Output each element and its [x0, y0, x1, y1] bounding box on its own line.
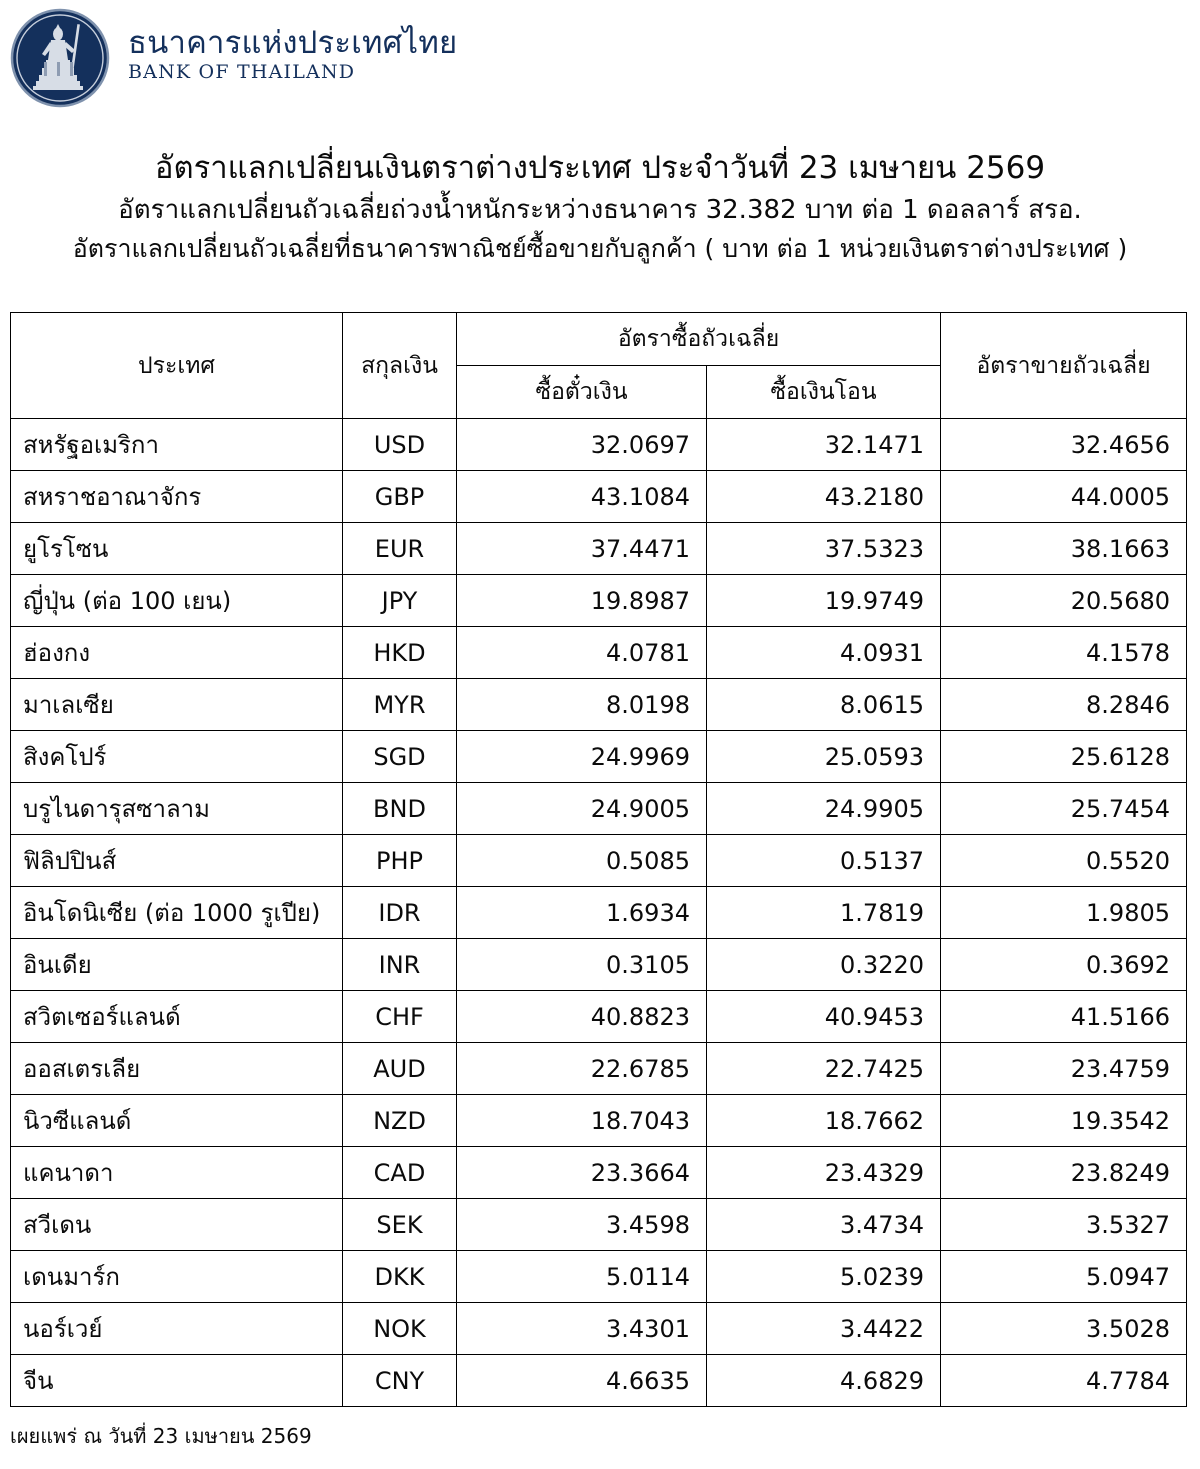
cell-buying-transfer: 24.9905 [707, 783, 941, 835]
cell-buying-sight: 5.0114 [457, 1251, 707, 1303]
table-row [11, 1199, 1187, 1251]
table-row [11, 471, 1187, 523]
exchange-rates-table [10, 312, 1187, 1407]
cell-selling: 44.0005 [941, 471, 1187, 523]
header-buying-rate-group: อัตราซื้อถัวเฉลี่ย [457, 313, 941, 366]
cell-buying-transfer: 0.3220 [707, 939, 941, 991]
cell-country: จีน [11, 1355, 343, 1407]
cell-selling: 3.5028 [941, 1303, 1187, 1355]
cell-buying-sight: 23.3664 [457, 1147, 707, 1199]
cell-country: ฮ่องกง [11, 627, 343, 679]
cell-country: สวีเดน [11, 1199, 343, 1251]
cell-buying-sight: 24.9005 [457, 783, 707, 835]
interbank-rate-subtitle: อัตราแลกเปลี่ยนถัวเฉลี่ยถ่วงน้ำหนักระหว่างธนาคาร 32.382 บาท ต่อ 1 ดอลลาร์ สรอ. [118, 195, 1082, 225]
cell-selling: 8.2846 [941, 679, 1187, 731]
cell-country: อินโดนิเซีย (ต่อ 1000 รูเปีย) [11, 887, 343, 939]
cell-currency-code: SEK [343, 1199, 457, 1251]
cell-currency-code: NZD [343, 1095, 457, 1147]
brand-text [128, 26, 457, 90]
cell-selling: 0.3692 [941, 939, 1187, 991]
header-currency: สกุลเงิน [343, 313, 457, 419]
cell-selling: 25.6128 [941, 731, 1187, 783]
cell-country: สหรัฐอเมริกา [11, 419, 343, 471]
bank-of-thailand-seal-icon [8, 6, 112, 110]
cell-currency-code: PHP [343, 835, 457, 887]
cell-country: เดนมาร์ก [11, 1251, 343, 1303]
cell-buying-sight: 43.1084 [457, 471, 707, 523]
cell-currency-code: USD [343, 419, 457, 471]
cell-buying-transfer: 3.4734 [707, 1199, 941, 1251]
cell-country: ยูโรโซน [11, 523, 343, 575]
brand-header [8, 6, 457, 110]
header-buying-transfer: ซื้อเงินโอน [707, 366, 941, 419]
cell-buying-sight: 24.9969 [457, 731, 707, 783]
header-country: ประเทศ [11, 313, 343, 419]
cell-currency-code: SGD [343, 731, 457, 783]
cell-country: สวิตเซอร์แลนด์ [11, 991, 343, 1043]
header-selling-rate: อัตราขายถัวเฉลี่ย [941, 313, 1187, 419]
cell-buying-sight: 32.0697 [457, 419, 707, 471]
cell-selling: 38.1663 [941, 523, 1187, 575]
table-row [11, 887, 1187, 939]
table-row [11, 1043, 1187, 1095]
cell-buying-transfer: 32.1471 [707, 419, 941, 471]
table-row [11, 939, 1187, 991]
cell-selling: 5.0947 [941, 1251, 1187, 1303]
table-header [11, 313, 1187, 419]
cell-currency-code: CHF [343, 991, 457, 1043]
cell-buying-transfer: 25.0593 [707, 731, 941, 783]
cell-buying-transfer: 3.4422 [707, 1303, 941, 1355]
cell-currency-code: DKK [343, 1251, 457, 1303]
cell-currency-code: INR [343, 939, 457, 991]
cell-buying-transfer: 5.0239 [707, 1251, 941, 1303]
cell-currency-code: BND [343, 783, 457, 835]
cell-buying-transfer: 23.4329 [707, 1147, 941, 1199]
cell-selling: 32.4656 [941, 419, 1187, 471]
cell-currency-code: GBP [343, 471, 457, 523]
cell-selling: 23.4759 [941, 1043, 1187, 1095]
cell-buying-transfer: 8.0615 [707, 679, 941, 731]
cell-buying-transfer: 18.7662 [707, 1095, 941, 1147]
brand-name-english: BANK OF THAILAND [128, 60, 356, 83]
cell-country: นอร์เวย์ [11, 1303, 343, 1355]
table-row [11, 783, 1187, 835]
cell-currency-code: CAD [343, 1147, 457, 1199]
cell-buying-sight: 3.4598 [457, 1199, 707, 1251]
cell-buying-transfer: 40.9453 [707, 991, 941, 1043]
cell-buying-transfer: 1.7819 [707, 887, 941, 939]
page-title-block [0, 146, 1200, 268]
cell-buying-sight: 37.4471 [457, 523, 707, 575]
cell-selling: 3.5327 [941, 1199, 1187, 1251]
cell-currency-code: CNY [343, 1355, 457, 1407]
cell-country: ออสเตรเลีย [11, 1043, 343, 1095]
cell-selling: 23.8249 [941, 1147, 1187, 1199]
cell-country: สหราชอาณาจักร [11, 471, 343, 523]
table-row [11, 991, 1187, 1043]
table-body [11, 419, 1187, 1407]
cell-buying-sight: 0.5085 [457, 835, 707, 887]
table-row [11, 1303, 1187, 1355]
table-row [11, 1251, 1187, 1303]
cell-selling: 19.3542 [941, 1095, 1187, 1147]
cell-country: อินเดีย [11, 939, 343, 991]
cell-buying-transfer: 4.6829 [707, 1355, 941, 1407]
cell-currency-code: NOK [343, 1303, 457, 1355]
cell-buying-sight: 3.4301 [457, 1303, 707, 1355]
cell-buying-sight: 4.0781 [457, 627, 707, 679]
table-row [11, 679, 1187, 731]
table-row [11, 835, 1187, 887]
table-row [11, 419, 1187, 471]
header-buying-sight-bill: ซื้อตั๋วเงิน [457, 366, 707, 419]
cell-currency-code: MYR [343, 679, 457, 731]
table-row [11, 575, 1187, 627]
publication-date-note: เผยแพร่ ณ วันที่ 23 เมษายน 2569 [10, 1424, 312, 1448]
table-row [11, 1355, 1187, 1407]
table-row [11, 1095, 1187, 1147]
cell-currency-code: JPY [343, 575, 457, 627]
cell-country: บรูไนดารุสซาลาม [11, 783, 343, 835]
cell-currency-code: AUD [343, 1043, 457, 1095]
cell-country: ฟิลิปปินส์ [11, 835, 343, 887]
table-row [11, 523, 1187, 575]
cell-country: สิงคโปร์ [11, 731, 343, 783]
cell-currency-code: IDR [343, 887, 457, 939]
brand-name-thai: ธนาคารแห่งประเทศไทย [128, 25, 458, 62]
cell-country: มาเลเซีย [11, 679, 343, 731]
cell-buying-transfer: 4.0931 [707, 627, 941, 679]
cell-buying-sight: 0.3105 [457, 939, 707, 991]
cell-selling: 4.1578 [941, 627, 1187, 679]
cell-buying-sight: 40.8823 [457, 991, 707, 1043]
cell-buying-sight: 4.6635 [457, 1355, 707, 1407]
cell-currency-code: HKD [343, 627, 457, 679]
cell-selling: 20.5680 [941, 575, 1187, 627]
cell-selling: 41.5166 [941, 991, 1187, 1043]
cell-buying-sight: 18.7043 [457, 1095, 707, 1147]
cell-buying-transfer: 37.5323 [707, 523, 941, 575]
table-row [11, 627, 1187, 679]
page-title: อัตราแลกเปลี่ยนเงินตราต่างประเทศ ประจำวันที่ 23 เมษายน 2569 [154, 150, 1046, 186]
cell-buying-transfer: 22.7425 [707, 1043, 941, 1095]
cell-currency-code: EUR [343, 523, 457, 575]
cell-buying-sight: 8.0198 [457, 679, 707, 731]
cell-selling: 0.5520 [941, 835, 1187, 887]
cell-country: นิวซีแลนด์ [11, 1095, 343, 1147]
table-row [11, 731, 1187, 783]
table-header-row-1 [11, 313, 1187, 366]
cell-selling: 1.9805 [941, 887, 1187, 939]
cell-country: แคนาดา [11, 1147, 343, 1199]
cell-buying-transfer: 0.5137 [707, 835, 941, 887]
cell-buying-transfer: 43.2180 [707, 471, 941, 523]
cell-buying-transfer: 19.9749 [707, 575, 941, 627]
cell-selling: 4.7784 [941, 1355, 1187, 1407]
cell-buying-sight: 19.8987 [457, 575, 707, 627]
cell-buying-sight: 22.6785 [457, 1043, 707, 1095]
cell-country: ญี่ปุ่น (ต่อ 100 เยน) [11, 575, 343, 627]
cell-buying-sight: 1.6934 [457, 887, 707, 939]
table-row [11, 1147, 1187, 1199]
cell-selling: 25.7454 [941, 783, 1187, 835]
commercial-bank-rate-subtitle: อัตราแลกเปลี่ยนถัวเฉลี่ยที่ธนาคารพาณิชย์ซื้อขายกับลูกค้า ( บาท ต่อ 1 หน่วยเงินตราต่างประเทศ ) [72, 234, 1128, 263]
